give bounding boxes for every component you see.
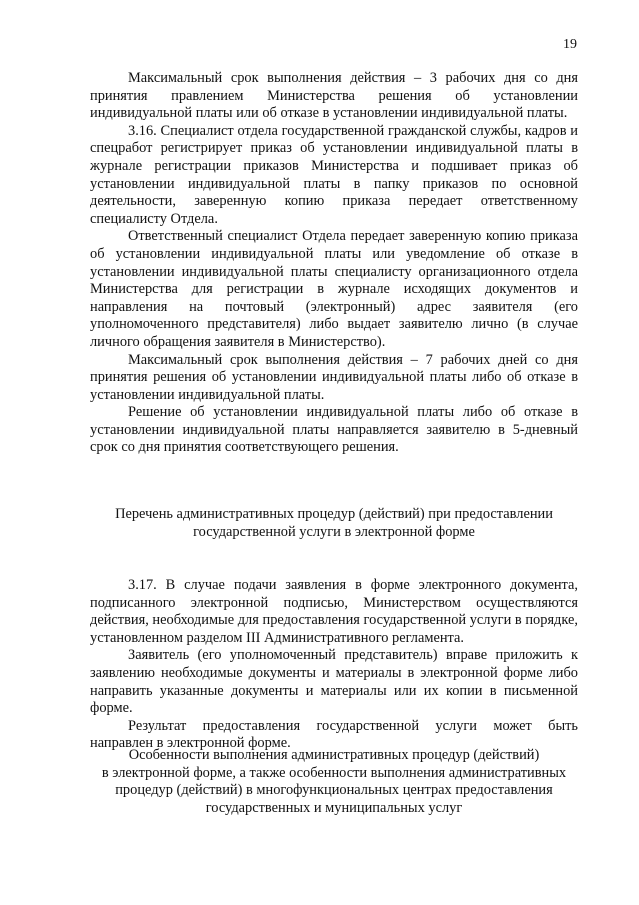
- heading-line: в электронной форме, а также особенности выполнения административных: [101, 764, 567, 781]
- paragraph-3-16: 3.16. Специалист отдела государственной гражданской службы, кадров и спецработ регистрирует приказ об установлении индивидуальной платы в журнале регистрации приказов Министерства и подшивает приказ об установлении индивидуальной платы в папку приказов по основной деятельности, заверенную копию приказа передает ответственному специалисту Отдела.: [90, 122, 578, 227]
- paragraph-decision-sent: Решение об установлении индивидуальной платы либо об отказе в установлении индивидуальной платы направляется заявителю в 5-дневный срок со дня принятия соответствующего решения.: [90, 404, 578, 456]
- page-number: 19: [563, 37, 577, 52]
- heading-line: процедур (действий) в многофункциональных центрах предоставления: [115, 782, 553, 799]
- paragraph-deadline-3-days: Максимальный срок выполнения действия – 3 рабочих дня со дня принятия правлением Министерства решения об установлении индивидуальной платы или об отказе в установлении индивидуальной платы.: [90, 70, 578, 122]
- paragraph-result-electronic: Результат предоставления государственной услуги может быть направлен в электронной форме.: [90, 717, 578, 752]
- heading-line: государственных и муниципальных услуг: [205, 799, 463, 816]
- body-top: [90, 70, 578, 457]
- paragraph-3-17: 3.17. В случае подачи заявления в форме электронного документа, подписанного электронной подписью, Министерством осуществляются действия, необходимые для предоставления государственной услуги в порядке, установленном разделом III Административного регламента.: [90, 577, 578, 646]
- heading-line: Перечень административных процедур (действий) при предоставлении: [115, 506, 553, 522]
- section-heading-electronic-procedures: [90, 506, 578, 541]
- paragraph-deadline-7-days: Максимальный срок выполнения действия – 7 рабочих дней со дня принятия решения об установлении индивидуальной платы либо об отказе в установлении индивидуальной платы.: [90, 351, 578, 403]
- paragraph-responsible-specialist: Ответственный специалист Отдела передает заверенную копию приказа об установлении индивидуальной платы или уведомление об отказе в установлении индивидуальной платы специалисту организационного отдела Министерства для регистрации в журнале исходящих документов и направления на почтовый (электронный) адрес заявителя (его уполномоченного представителя) либо выдает заявителю лично (в случае личного обращения заявителя в Министерство).: [90, 228, 578, 350]
- heading-line: государственной услуги в электронной форме: [193, 523, 475, 540]
- paragraph-applicant-may-attach: Заявитель (его уполномоченный представитель) вправе приложить к заявлению необходимые документы и материалы в электронной форме либо направить указанные документы и материалы или их копии в письменной форме.: [90, 647, 578, 717]
- body-middle: [90, 577, 578, 753]
- section-heading-mfc-features: [90, 747, 578, 817]
- heading-line: Особенности выполнения административных процедур (действий): [128, 747, 540, 763]
